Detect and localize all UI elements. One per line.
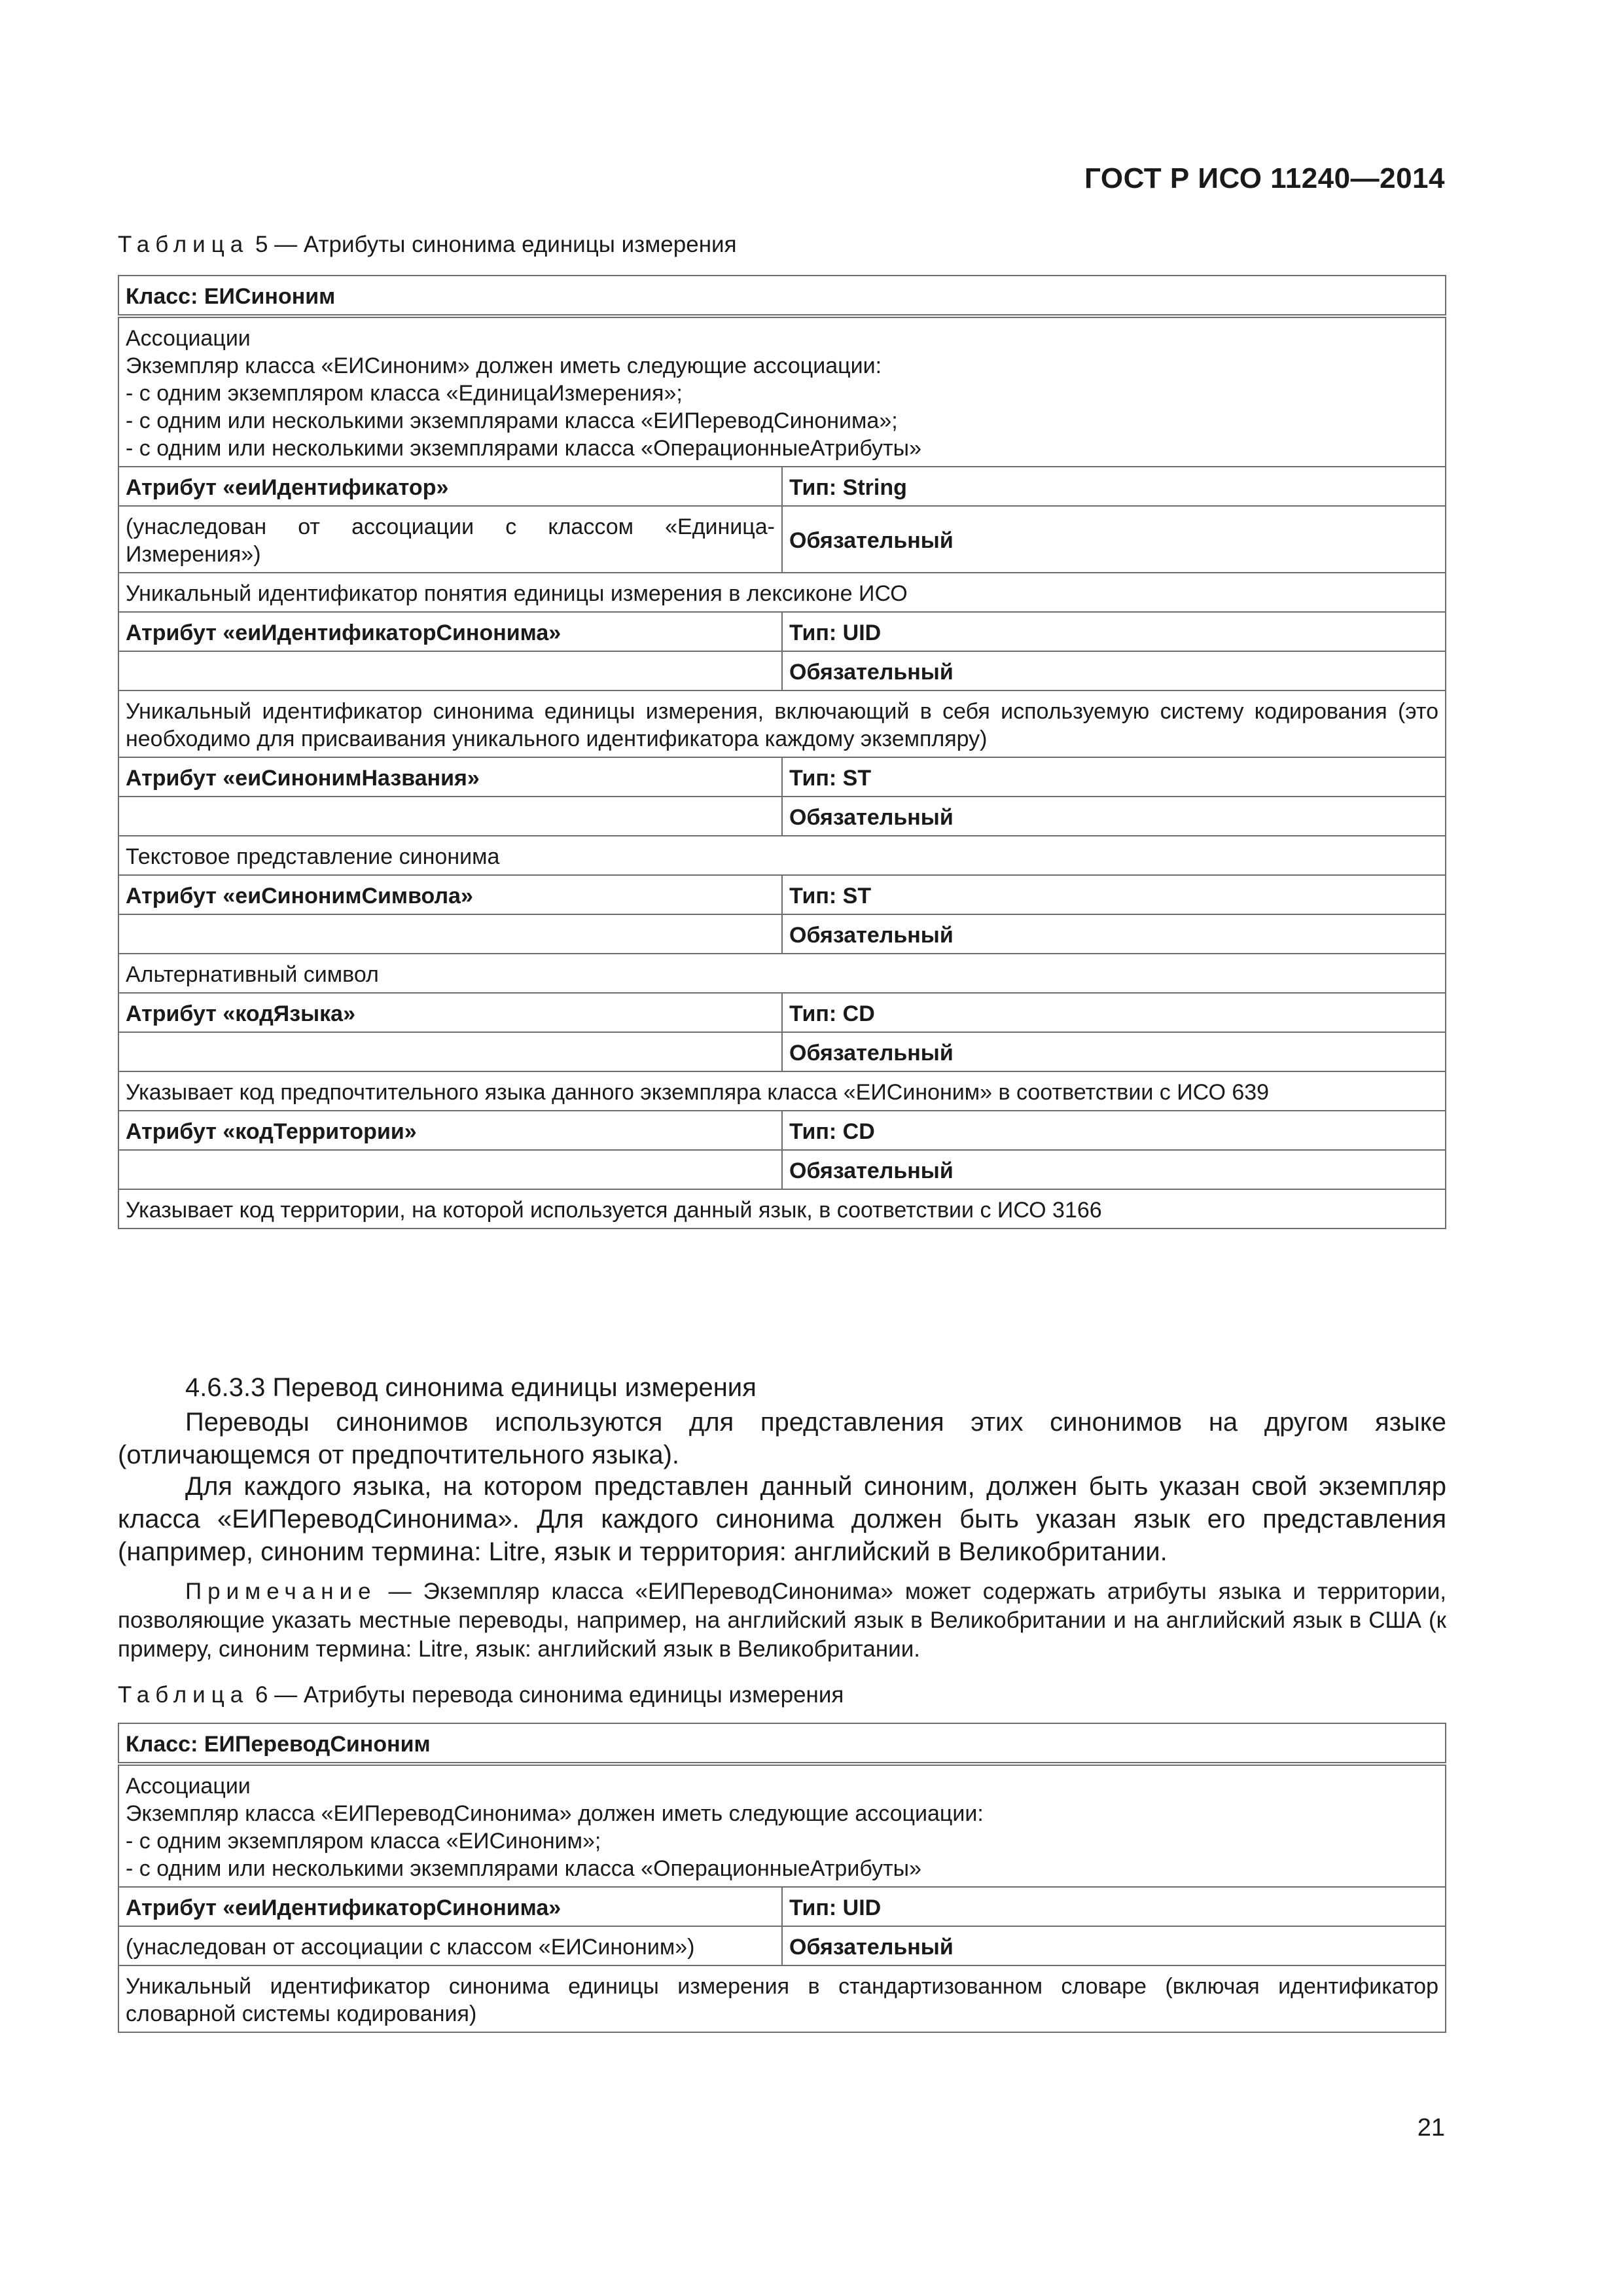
attribute-note: (унаследован от ассоциации с классом «ЕИСиноним») [118,1926,782,1965]
note-label: Примечание [185,1579,377,1604]
attribute-type: Тип: CD [782,993,1446,1032]
attribute-name: Атрибут «еиИдентификаторСинонима» [118,612,782,651]
attribute-obligation: Обязательный [782,506,1446,573]
table6-caption [118,1682,844,1708]
attribute-name: Атрибут «еиСинонимНазвания» [118,757,782,797]
table5-assoc-intro: Экземпляр класса «ЕИСиноним» должен иметь следующие ассоциации: [126,353,882,378]
attribute-name: Атрибут «еиИдентификатор» [118,467,782,506]
table5 [118,275,1446,1229]
attribute-note [118,651,782,691]
table6 [118,1723,1446,2033]
table5-caption-label: Таблица [118,232,249,257]
attribute-description: Указывает код территории, на которой используется данный язык, в соответствии с ИСО 3166 [118,1189,1446,1229]
attribute-type: Тип: UID [782,612,1446,651]
table5-assoc-item: - с одним или несколькими экземплярами класса «ОперационныеАтрибуты» [126,436,921,461]
attribute-note [118,914,782,954]
document-header: ГОСТ Р ИСО 11240—2014 [1084,162,1445,194]
table6-assoc-item: - с одним или несколькими экземплярами класса «ОперационныеАтрибуты» [126,1856,921,1881]
attribute-type: Тип: ST [782,875,1446,914]
attribute-name: Атрибут «кодЯзыка» [118,993,782,1032]
table5-assoc-heading: Ассоциации [126,326,251,351]
attribute-name: Атрибут «еиСинонимСимвола» [118,875,782,914]
table5-assoc-item: - с одним экземпляром класса «ЕдиницаИзмерения»; [126,381,683,406]
attribute-name: Атрибут «еиИдентификаторСинонима» [118,1887,782,1926]
table6-associations [118,1764,1446,1887]
attribute-note: (унаследован от ассоциации с классом «Единица-Измерения») [118,506,782,573]
table6-assoc-heading: Ассоциации [126,1774,251,1799]
attribute-obligation: Обязательный [782,1150,1446,1189]
attribute-type: Тип: ST [782,757,1446,797]
table6-caption-label: Таблица [118,1682,249,1708]
attribute-obligation: Обязательный [782,797,1446,836]
attribute-name: Атрибут «кодТерритории» [118,1111,782,1150]
attribute-description: Уникальный идентификатор синонима единицы измерения в стандартизованном словаре (включая идентификатор словарной системы кодирования) [118,1965,1446,2032]
section-paragraph: Для каждого языка, на котором представлен данный синоним, должен быть указан свой экземпляр класса «ЕИПереводСинонима». Для каждого синонима должен быть указан язык его представления (например, синоним термина: Litre, язык и территория: английский в Великобритании. [118,1472,1446,1566]
attribute-type: Тип: UID [782,1887,1446,1926]
attribute-type: Тип: CD [782,1111,1446,1150]
attribute-obligation: Обязательный [782,1926,1446,1965]
table5-caption [118,232,737,258]
section-paragraph: Переводы синонимов используются для представления этих синонимов на другом языке (отличающемся от предпочтительного языка). [118,1408,1446,1469]
attribute-description: Уникальный идентификатор синонима единицы измерения, включающий в себя используемую систему кодирования (это необходимо для присваивания уникального идентификатора каждому экземпляру) [118,691,1446,757]
page-number: 21 [1417,2114,1445,2142]
table6-class-title: Класс: ЕИПереводСиноним [118,1723,1446,1764]
table5-assoc-item: - с одним или несколькими экземплярами класса «ЕИПереводСинонима»; [126,408,898,433]
table6-assoc-item: - с одним экземпляром класса «ЕИСиноним»; [126,1829,601,1854]
note-text: — Экземпляр класса «ЕИПереводСинонима» может содержать атрибуты языка и территории, позволяющие указать местные переводы, например, на английский язык в Великобритании и на английский язык в США (к примеру, синоним термина: Litre, язык: английский язык в Великобритании. [118,1579,1446,1662]
table6-assoc-intro: Экземпляр класса «ЕИПереводСинонима» должен иметь следующие ассоциации: [126,1801,984,1826]
table5-associations [118,316,1446,467]
attribute-note [118,1150,782,1189]
attribute-description: Текстовое представление синонима [118,836,1446,875]
attribute-note [118,1032,782,1071]
attribute-description: Уникальный идентификатор понятия единицы измерения в лексиконе ИСО [118,573,1446,612]
attribute-obligation: Обязательный [782,1032,1446,1071]
table6-caption-text: 6 — Атрибуты перевода синонима единицы измерения [249,1682,844,1708]
table5-caption-text: 5 — Атрибуты синонима единицы измерения [249,232,737,257]
attribute-obligation: Обязательный [782,651,1446,691]
attribute-obligation: Обязательный [782,914,1446,954]
section-heading: 4.6.3.3 Перевод синонима единицы измерения [185,1373,757,1402]
attribute-type: Тип: String [782,467,1446,506]
attribute-description: Указывает код предпочтительного языка данного экземпляра класса «ЕИСиноним» в соответствии с ИСО 639 [118,1071,1446,1111]
table5-class-title: Класс: ЕИСиноним [118,276,1446,316]
attribute-note [118,797,782,836]
section-note [118,1577,1446,1664]
attribute-description: Альтернативный символ [118,954,1446,993]
